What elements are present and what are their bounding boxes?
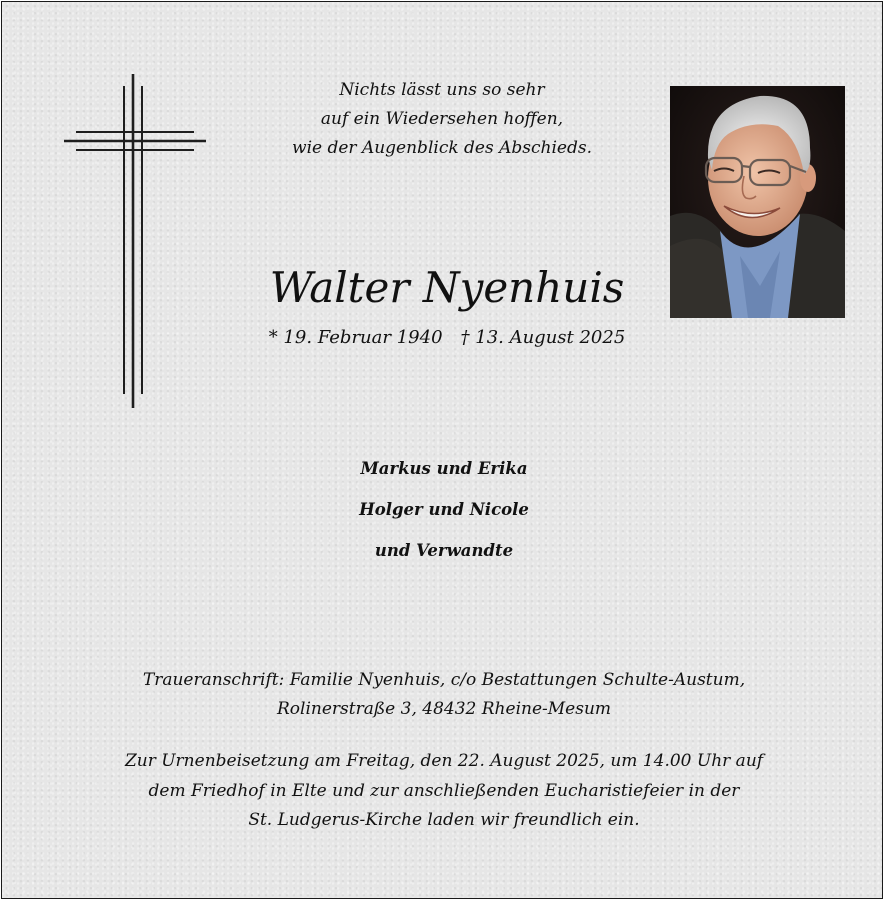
mourner-line: und Verwandte bbox=[374, 541, 514, 560]
service-line: dem Friedhof in Elte und zur anschließenden Eucharistiefeier in der bbox=[148, 780, 740, 801]
deceased-name: Walter Nyenhuis bbox=[269, 263, 625, 312]
service-line: Zur Urnenbeisetzung am Freitag, den 22. August 2025, um 14.00 Uhr auf bbox=[124, 751, 764, 771]
farewell-quote bbox=[222, 76, 662, 163]
obituary-card bbox=[1, 1, 883, 899]
mourners-list bbox=[242, 457, 646, 580]
cross-icon bbox=[64, 74, 206, 408]
address-line: Rolinerstraße 3, 48432 Rheine-Mesum bbox=[276, 699, 612, 719]
life-dates bbox=[192, 326, 702, 350]
birth-date: * 19. Februar 1940 bbox=[268, 327, 443, 348]
quote-line: auf ein Wiedersehen hoffen, bbox=[320, 109, 564, 129]
death-date: † 13. August 2025 bbox=[460, 327, 626, 348]
service-line: St. Ludgerus-Kirche laden wir freundlich ein. bbox=[248, 810, 640, 830]
address-line: Traueranschrift: Familie Nyenhuis, c/o Bestattungen Schulte-Austum, bbox=[142, 670, 746, 690]
mourner-line: Holger und Nicole bbox=[359, 500, 529, 519]
service-invitation bbox=[42, 747, 846, 836]
quote-line: wie der Augenblick des Abschieds. bbox=[292, 138, 592, 158]
mourner-line: Markus und Erika bbox=[360, 459, 528, 478]
mourning-address bbox=[42, 666, 846, 724]
quote-line: Nichts lässt uns so sehr bbox=[339, 80, 545, 100]
